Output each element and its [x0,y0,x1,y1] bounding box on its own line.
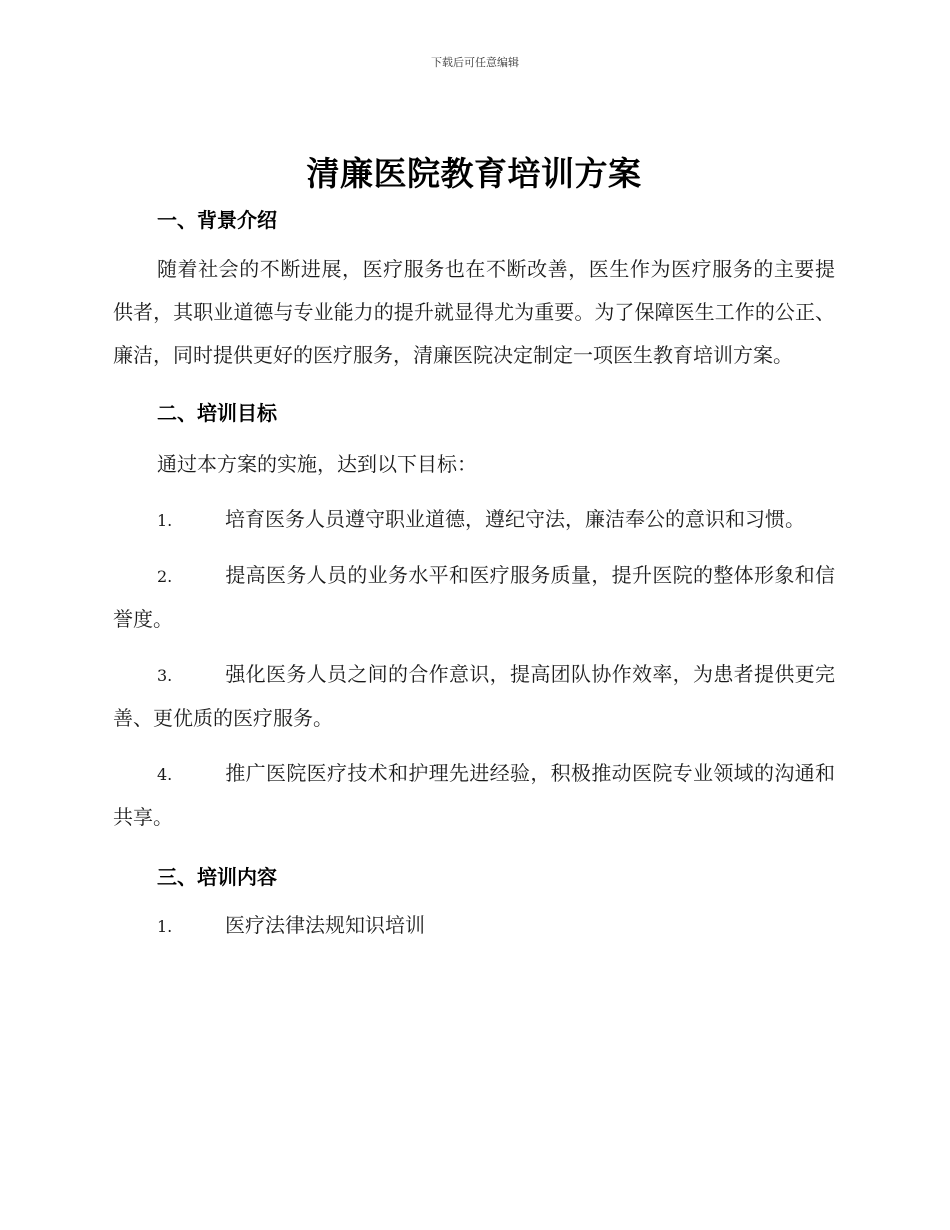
list-item-text: 推广医院医疗技术和护理先进经验，积极推动医院专业领域的沟通和共享。 [113,761,835,829]
page-header-note: 下载后可任意编辑 [431,56,519,69]
list-item-number: 1. [157,511,173,530]
document-title: 清廉医院教育培训方案 [306,154,642,193]
list-item [113,653,835,740]
list-item [113,554,835,641]
list-item [113,904,835,948]
section-heading-content: 三、培训内容 [157,865,277,889]
background-paragraph: 随着社会的不断进展，医疗服务也在不断改善，医生作为医疗服务的主要提供者，其职业道德与专业能力的提升就显得尤为重要。为了保障医生工作的公正、廉洁，同时提供更好的医疗服务，清廉医院决定制定一项医生教育培训方案。 [113,257,835,367]
list-item [113,498,835,542]
list-item-text: 提高医务人员的业务水平和医疗服务质量，提升医院的整体形象和信誉度。 [113,563,835,631]
list-item [113,752,835,839]
list-item-text: 培育医务人员遵守职业道德，遵纪守法，廉洁奉公的意识和习惯。 [225,507,805,531]
list-item-number: 3. [157,666,173,685]
list-item-number: 4. [157,765,173,784]
list-item-number: 1. [157,917,173,936]
list-item-text: 医疗法律法规知识培训 [225,913,425,937]
section-heading-goals: 二、培训目标 [157,401,277,425]
list-item-text: 强化医务人员之间的合作意识，提高团队协作效率，为患者提供更完善、更优质的医疗服务。 [113,662,835,730]
document-body [113,150,835,948]
goals-intro: 通过本方案的实施，达到以下目标： [157,452,477,476]
section-heading-background: 一、背景介绍 [157,208,277,232]
list-item-number: 2. [157,567,173,586]
